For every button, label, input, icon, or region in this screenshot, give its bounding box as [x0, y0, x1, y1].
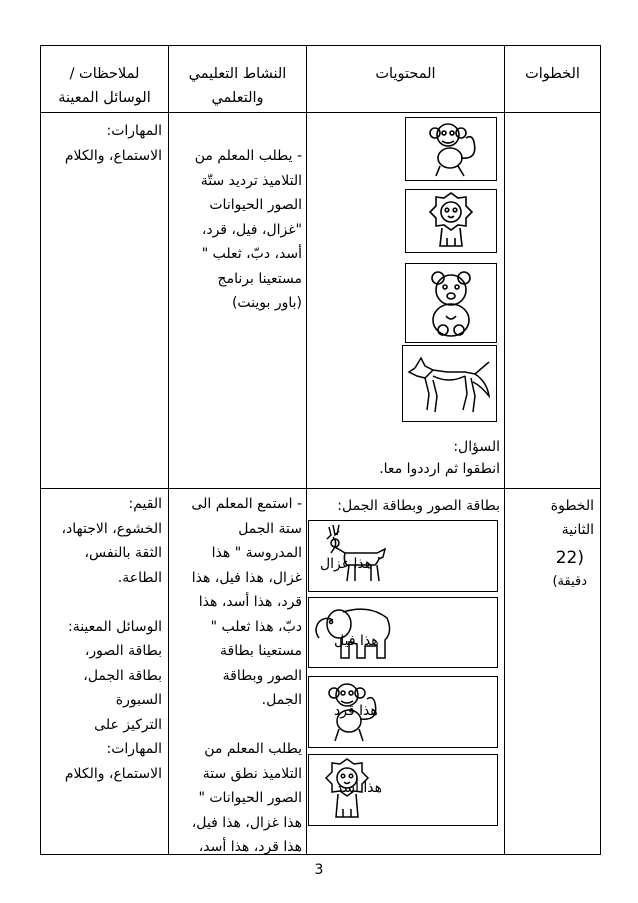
row1-notes: المهارات: الاستماع، والكلام — [64, 123, 162, 164]
page-number: 3 — [314, 862, 324, 878]
lion-image — [405, 189, 497, 253]
question-text: انطقوا ثم ارددوا معا. — [379, 461, 500, 477]
card-elephant-label: هذا فيل — [334, 633, 379, 649]
header-contents: المحتويات — [375, 66, 436, 82]
cards-title: بطاقة الصور وبطاقة الجمل: — [337, 498, 500, 514]
row1-activity: - يطلب المعلم من التلاميذ ترديد ستّة الصور الحيوانات "غزال، فيل، قرد، أسد، دبّ، ثعلب " مستعينا برنامج (باور بوينت) — [194, 148, 302, 311]
table-bottom-border — [40, 854, 601, 855]
card-lion-label: هذا أسد — [336, 780, 383, 796]
card-monkey-label: هذا قرد — [334, 703, 378, 719]
fox-icon — [403, 346, 496, 421]
step-label: الخطوة الثانية — [550, 498, 594, 538]
col-divider-2 — [306, 45, 307, 855]
header-row-border — [40, 112, 601, 113]
table-top-border — [40, 45, 601, 46]
header-activity: النشاط التعليمي والتعلمي — [188, 66, 287, 106]
col-divider-1 — [168, 45, 169, 855]
row1-bottom-border — [40, 488, 601, 489]
monkey-icon — [406, 118, 496, 180]
bear-image — [405, 263, 497, 343]
header-notes: لملاحظات / الوسائل المعينة — [58, 66, 151, 106]
table-left-border — [40, 45, 41, 855]
header-steps: الخطوات — [525, 66, 580, 82]
step-duration-number: (22 — [555, 548, 584, 568]
row2-notes: القيم: الخشوع، الاجتهاد، الثقة بالنفس، الطاعة. الوسائل المعينة: بطاقة الصور، بطاقة الجمل، السبورة التركيز على المهارات: الاستماع، والكلام — [61, 496, 162, 782]
row2-activity: - استمع المعلم الى ستة الجمل المدروسة " هذا غزال، هذا فيل، هذا قرد، هذا أسد، هذا دبّ، هذا ثعلب " مستعينا بطاقة الصور وبطاقة الجمل. يطلب المعلم من التلاميذ نطق ستة الصور الحيوانات " هذا غزال، هذا فيل، هذا قرد، هذا أسد، — [191, 496, 302, 855]
col-divider-3 — [504, 45, 505, 855]
question-label: السؤال: — [453, 439, 500, 455]
bear-icon — [406, 264, 496, 342]
monkey-image — [405, 117, 497, 181]
lion-icon — [406, 190, 496, 252]
card-deer-label: هذا غزال — [320, 556, 373, 572]
table-right-border — [600, 45, 601, 855]
step-duration-unit: دقيقة) — [552, 574, 587, 589]
fox-image — [402, 345, 497, 422]
